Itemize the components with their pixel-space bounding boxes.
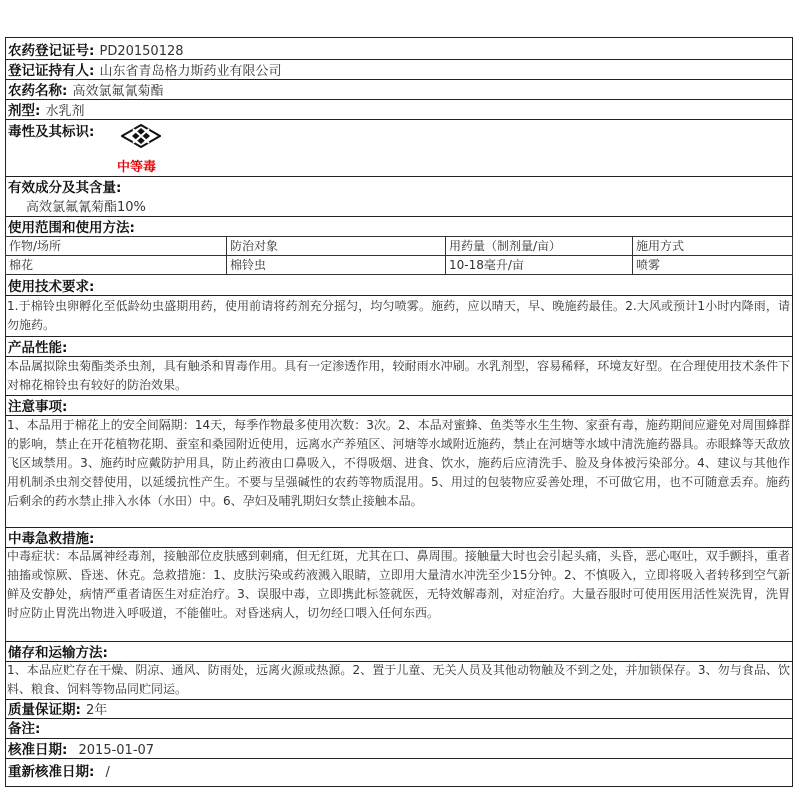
divider (5, 59, 793, 60)
toxicity-label: 毒性及其标识: (8, 124, 95, 140)
ingredient-value: 高效氯氟氰菊酯10% (26, 200, 146, 215)
divider (5, 79, 793, 80)
moderate-toxicity-diamond-icon (121, 124, 161, 148)
name-label: 农药名称: (8, 83, 68, 99)
divider (5, 527, 793, 528)
performance-label: 产品性能: (8, 340, 68, 356)
usage-label-row (8, 218, 135, 237)
usage-label: 使用范围和使用方法: (8, 220, 135, 236)
reg-no-value: PD20150128 (99, 44, 184, 59)
divider (5, 176, 793, 177)
first-aid-label: 中毒急救措施: (8, 531, 95, 547)
divider (5, 395, 793, 396)
holder-label: 登记证持有人: (8, 63, 95, 79)
first-aid-text: 中毒症状：本品属神经毒剂，接触部位皮肤感到刺痛，但无红斑，尤其在口、鼻周围。接触量大时也会引起头痛，头昏，恶心呕吐，双手颤抖，重者抽搐或惊厥、昏迷、休克。急救措施：1、皮肤污染或药液溅入眼睛，立即用大量清水冲洗至少15分钟。2、不慎吸入，立即将吸入者转移到空气新鲜及安静处，病情严重者请医生对症治疗。3、误服中毒，立即携此标签就医，无特效解毒剂，对症治疗。大量吞服时可使用医用活性炭洗胃，洗胃时应防止胃洗出物进入呼吸道，不能催吐。对昏迷病人，切勿经口喂入任何东西。 (7, 549, 790, 620)
toxicity-row (8, 122, 94, 141)
divider (5, 295, 793, 296)
storage-label-row (8, 643, 108, 662)
approval-date-label: 核准日期: (8, 742, 68, 758)
performance-label-row (8, 338, 67, 357)
ingredient-label-row (8, 178, 121, 197)
storage-text: 1、本品应贮存在干燥、阴凉、通风、防雨处，远离火源或热源。2、置于儿童、无关人员及其他动物触及不到之处，并加锁保存。3、勿与食品、饮料、粮食、饲料等物品同贮同运。 (7, 663, 790, 696)
table-header-cell: 作物/场所 (6, 237, 227, 256)
reapproval-date-label: 重新核准日期: (8, 764, 95, 780)
divider (5, 99, 793, 100)
table-header-cell: 防治对象 (227, 237, 446, 256)
toxicity-value: 中等毒 (117, 160, 157, 175)
formulation-label: 剂型: (8, 103, 41, 119)
ingredient-label: 有效成分及其含量: (8, 180, 122, 196)
name-value: 高效氯氟氰菊酯 (72, 84, 164, 99)
divider (5, 641, 793, 642)
reapproval-date-value: / (105, 765, 110, 780)
formulation-row (8, 101, 85, 121)
table-header-cell: 用药量（制剂量/亩） (446, 237, 633, 256)
notes-text: 1、本品用于棉花上的安全间隔期：14天，每季作物最多使用次数：3次。2、本品对蜜蜂、鱼类等水生生物、家蚕有毒，施药期间应避免对周围蜂群的影响，禁止在开花植物花期、蚕室和桑园附近使用，远离水产养殖区、河塘等水域附近施药，禁止在河塘等水域中清洗施药器具。赤眼蜂等天敌放飞区域禁用。3、施药时应戴防护用具，防止药液由口鼻吸入，不得吸烟、进食、饮水，施药后应清洗手、脸及身体被污染部分。4、建议与其他作用机制杀虫剂交替使用，以延缓抗性产生。不要与呈强碱性的农药等物质混用。5、用过的包装物应妥善处理，不可做它用，也不可随意丢弃。施药后剩余的药水禁止排入水体（水田）中。6、孕妇及哺乳期妇女禁止接触本品。 (7, 418, 790, 508)
table-cell: 棉花 (6, 256, 227, 275)
usage-table (5, 236, 793, 275)
divider (5, 738, 793, 739)
divider (5, 119, 793, 120)
table-cell: 10-18毫升/亩 (446, 256, 633, 275)
notes-label-row (8, 397, 67, 416)
reg-no-row (8, 41, 184, 61)
name-row (8, 81, 164, 101)
divider (5, 216, 793, 217)
approval-date-row (8, 740, 154, 760)
formulation-value: 水乳剂 (45, 104, 85, 119)
divider (5, 699, 793, 700)
shelf-life-value: 2年 (86, 703, 108, 718)
storage-label: 储存和运输方法: (8, 645, 108, 661)
ingredient-value-row (26, 197, 146, 217)
shelf-life-label: 质量保证期: (8, 702, 81, 718)
tech-text: 1.于棉铃虫卵孵化至低龄幼虫盛期用药，使用前请将药剂充分摇匀，均匀喷雾。施药，应以晴天，早、晚施药最佳。2.大风或预计1小时内降雨，请勿施药。 (7, 299, 790, 332)
table-cell: 喷雾 (633, 256, 793, 275)
performance-text: 本品属拟除虫菊酯类杀虫剂，具有触杀和胃毒作用。具有一定渗透作用，较耐雨水冲刷。水乳剂型，容易稀释，环境友好型。在合理使用技术条件下对棉花棉铃虫有较好的防治效果。 (7, 359, 790, 392)
table-header-row (6, 237, 793, 256)
divider (5, 718, 793, 719)
remark-row (8, 719, 40, 739)
holder-value: 山东省青岛格力斯药业有限公司 (99, 64, 282, 79)
table-cell: 棉铃虫 (227, 256, 446, 275)
reg-no-label: 农药登记证号: (8, 43, 95, 59)
approval-date-value: 2015-01-07 (78, 743, 155, 758)
notes-label: 注意事项: (8, 399, 68, 415)
remark-label: 备注: (8, 721, 41, 737)
tech-label-row (8, 277, 94, 296)
holder-row (8, 61, 282, 81)
table-row (6, 256, 793, 275)
table-header-cell: 施用方式 (633, 237, 793, 256)
divider (5, 758, 793, 759)
reapproval-date-row (8, 762, 110, 782)
divider (5, 336, 793, 337)
tech-label: 使用技术要求: (8, 279, 95, 295)
shelf-life-row (8, 700, 107, 720)
first-aid-label-row (8, 529, 94, 548)
